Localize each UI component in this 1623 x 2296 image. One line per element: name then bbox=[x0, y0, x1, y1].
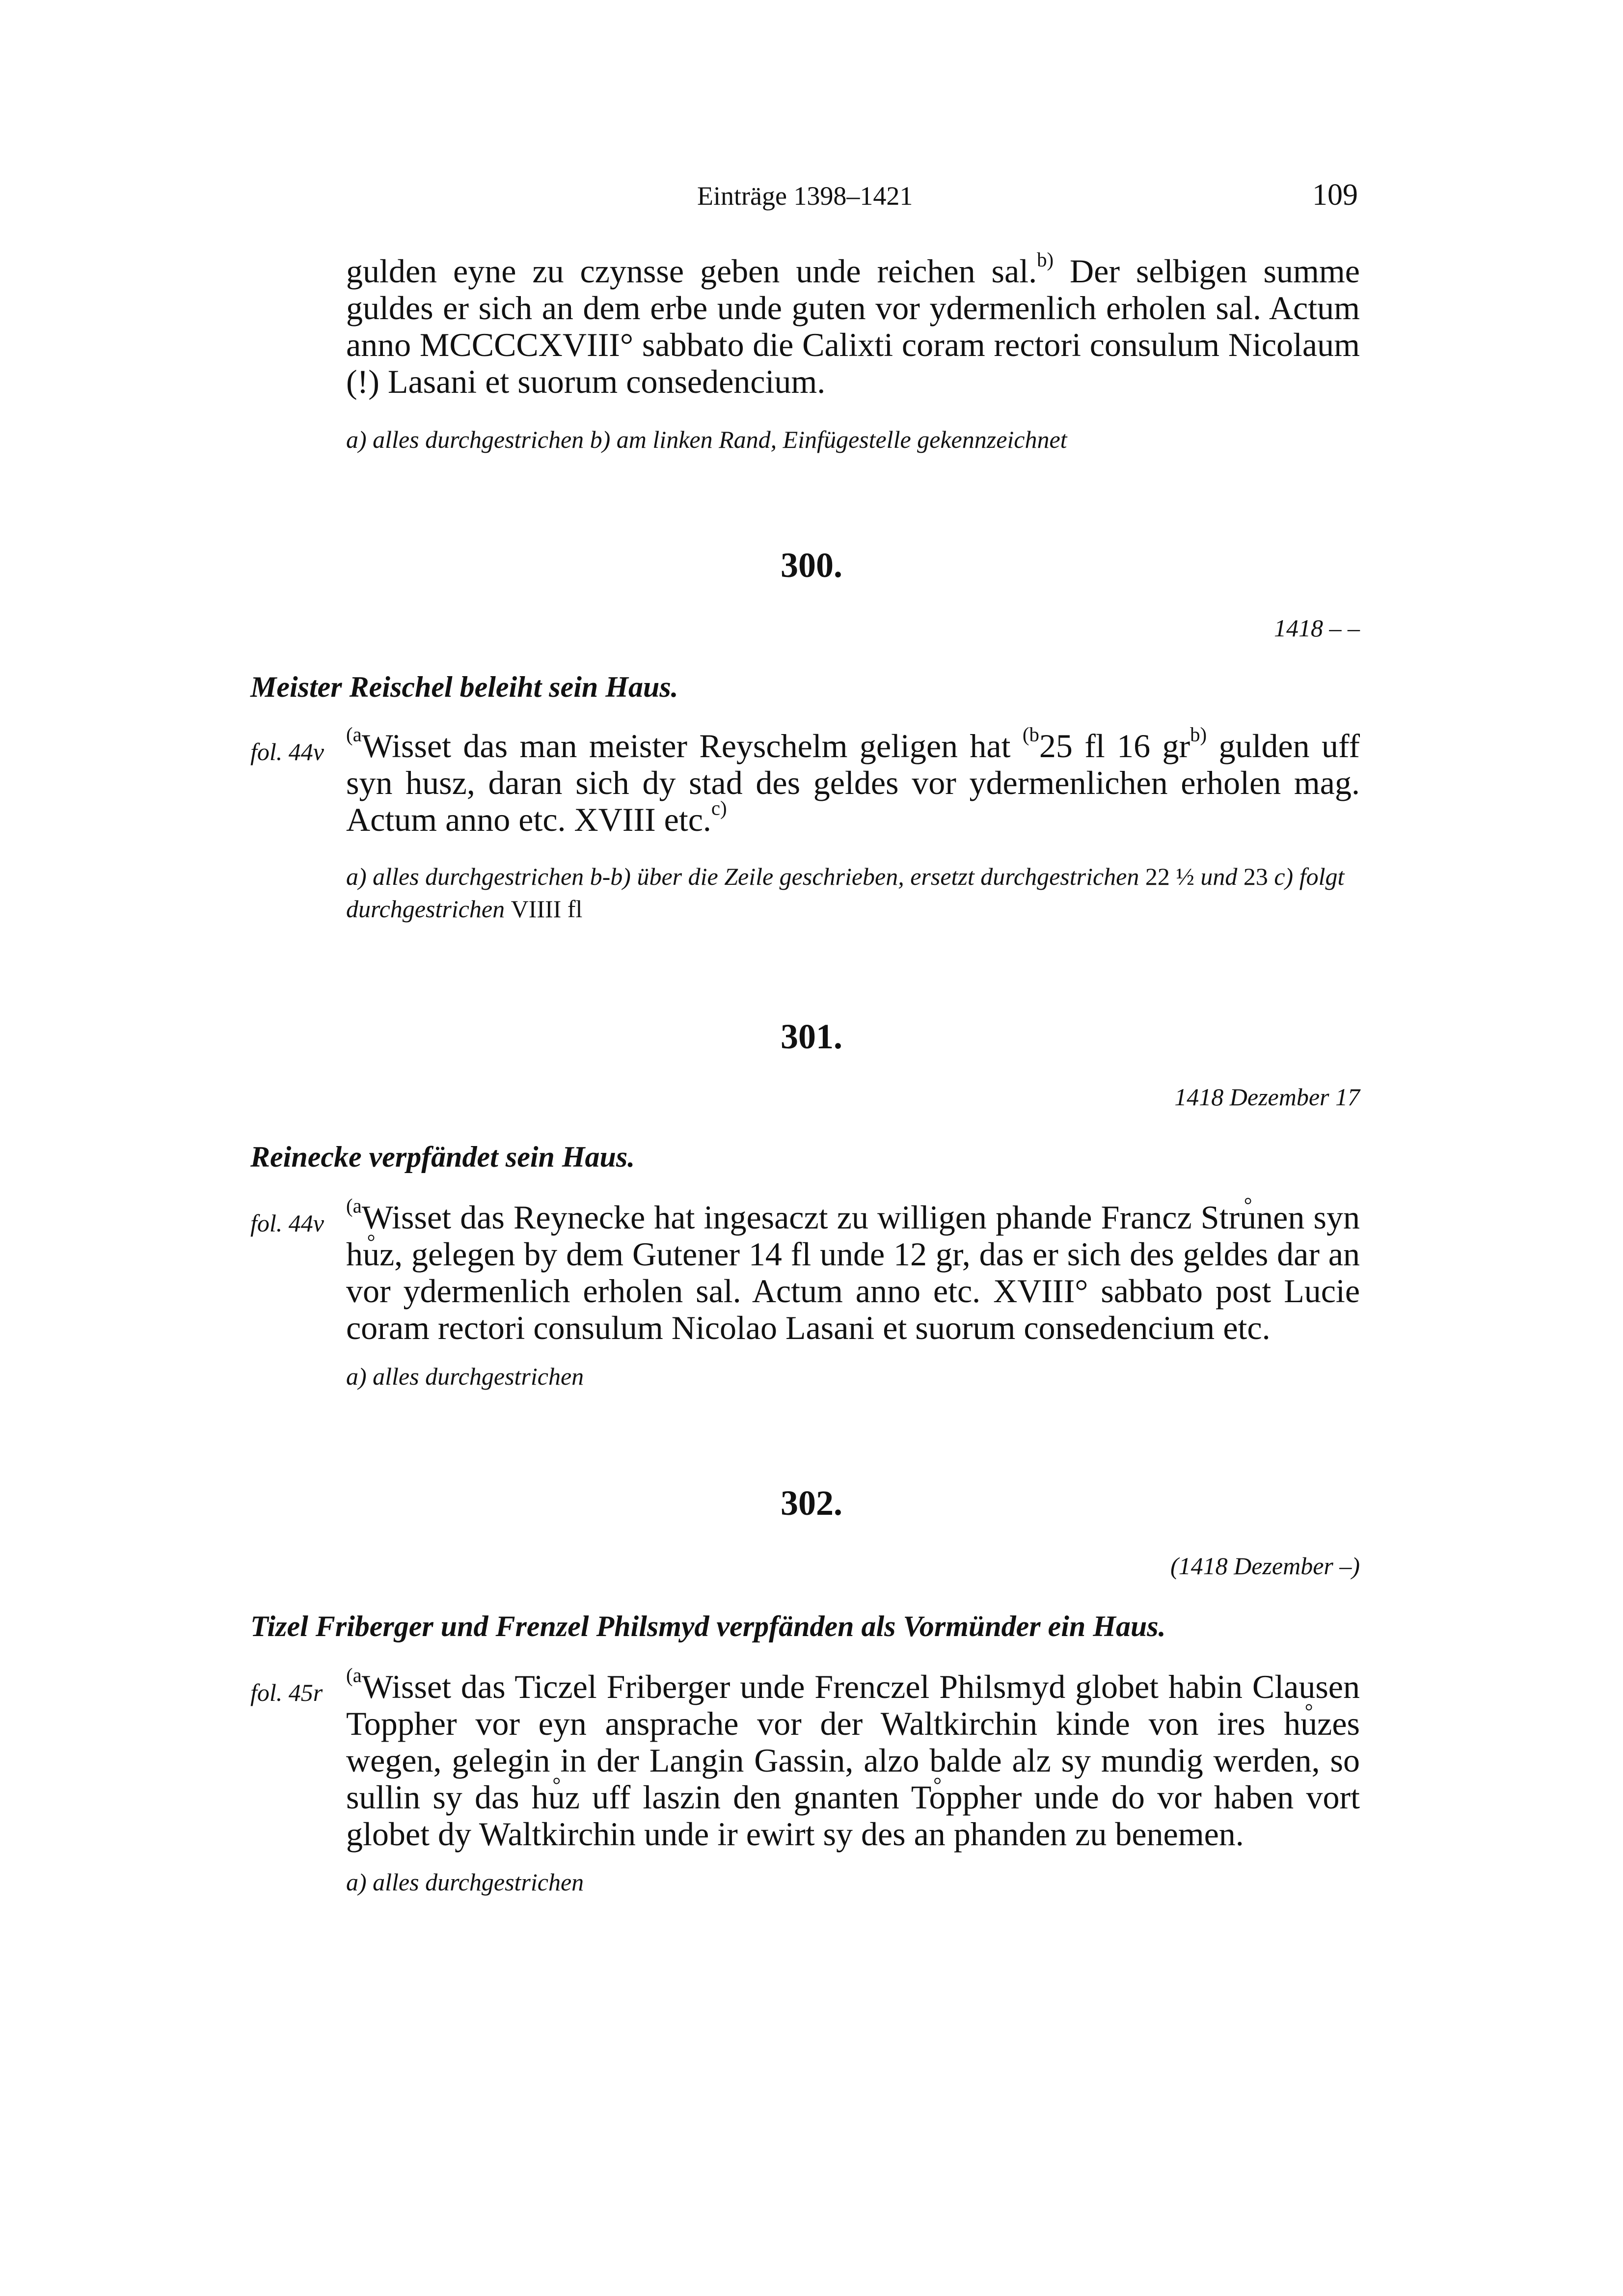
variant-marker: b) bbox=[1190, 723, 1207, 746]
footnote-300-a: a) alles durchgestrichen b-b) über die Zeile geschrieben, ersetzt durchgestrichen bbox=[346, 863, 1145, 890]
entry-text-301 bbox=[346, 1195, 1360, 1346]
ring-letter: u ° bbox=[363, 1235, 379, 1273]
footnote-300-f: VIIII fl bbox=[511, 895, 583, 923]
ring-letter: u ° bbox=[1240, 1199, 1256, 1236]
ring-letter: u ° bbox=[1300, 1705, 1317, 1742]
entry-title-301: Reinecke verpfändet sein Haus. bbox=[250, 1141, 635, 1173]
entry-text-301-c: z, gelegen by dem Gutener 14 fl unde 12 gr, das er sich des geldes dar an vor ydermenlich erholen sal. Actum anno etc. XVIII° sabbato post Lucie coram rectori consulum Nicolao Lasani et suorum consedencium etc. bbox=[346, 1235, 1360, 1346]
intro-footnote: a) alles durchgestrichen b) am linken Rand, Einfügestelle gekennzeichnet bbox=[346, 426, 1067, 453]
ring-letter: u ° bbox=[548, 1778, 565, 1816]
running-head: Einträge 1398–1421 bbox=[697, 181, 913, 211]
footnote-301: a) alles durchgestrichen bbox=[346, 1363, 584, 1390]
footnote-300-b: 22 ½ bbox=[1145, 863, 1194, 890]
variant-marker: (a bbox=[346, 723, 362, 746]
entry-text-300-b: 25 fl 16 gr bbox=[1039, 727, 1190, 765]
entry-number-301: 301. bbox=[781, 1017, 842, 1056]
footnote-ref: b) bbox=[1037, 248, 1054, 271]
entry-date-302: (1418 Dezember –) bbox=[1170, 1552, 1360, 1580]
ring-letter: o ° bbox=[929, 1778, 946, 1816]
variant-marker: (a bbox=[346, 1195, 362, 1217]
intro-text-3: guldes er sich an dem erbe unde guten vor ydermenlich erholen sal. Actum anno MCCCCXVIII° sabbato die Calixti coram rectori consulum Nicolaum (!) Lasani et suorum consedencium. bbox=[346, 289, 1360, 400]
entry-title-300: Meister Reischel beleiht sein Haus. bbox=[250, 671, 678, 703]
entry-text-300 bbox=[346, 723, 1360, 838]
variant-marker: (a bbox=[346, 1664, 362, 1687]
entry-date-301: 1418 Dezember 17 bbox=[1174, 1083, 1360, 1111]
entry-number-300: 300. bbox=[781, 546, 842, 585]
entry-text-300-c: gulden uff syn husz, daran sich dy stad des geldes vor ydermenlichen erholen mag. Actum anno etc. XVIII etc. bbox=[346, 727, 1360, 838]
folio-302: fol. 45r bbox=[250, 1679, 323, 1706]
page-number: 109 bbox=[1312, 178, 1358, 212]
entry-text-302 bbox=[346, 1664, 1360, 1853]
intro-text-2: Der selbigen summe bbox=[1054, 252, 1360, 290]
footnote-300-e: c) folgt durchgestrichen bbox=[346, 863, 1345, 923]
entry-text-302-d: ppher unde do vor haben vort globet dy Waltkirchin unde ir ewirt sy des an phanden zu benemen. bbox=[346, 1778, 1360, 1853]
entry-date-300: 1418 – – bbox=[1274, 614, 1360, 642]
entry-text-302-c: z uff laszin den gnanten T bbox=[565, 1778, 929, 1816]
footnote-300-c: und bbox=[1194, 863, 1244, 890]
entry-text-302-b: zes wegen, gelegin in der Langin Gassin, alzo balde alz sy mundig werden, so sullin sy das h bbox=[346, 1705, 1360, 1816]
entry-text-301-a: Wisset das Reynecke hat ingesaczt zu willigen phande Francz Str bbox=[361, 1199, 1240, 1236]
footnote-ref: c) bbox=[711, 797, 727, 820]
folio-300: fol. 44v bbox=[250, 738, 324, 765]
footnote-300 bbox=[346, 860, 1360, 925]
variant-marker: (b bbox=[1022, 723, 1039, 746]
entry-text-301-b: nen syn h bbox=[346, 1199, 1360, 1273]
folio-301: fol. 44v bbox=[250, 1209, 324, 1237]
entry-text-300-a: Wisset das man meister Reyschelm geligen hat bbox=[361, 727, 1023, 765]
intro-paragraph bbox=[346, 248, 1360, 400]
footnote-302: a) alles durchgestrichen bbox=[346, 1868, 584, 1896]
entry-number-302: 302. bbox=[781, 1483, 842, 1523]
footnote-300-d: 23 bbox=[1243, 863, 1268, 890]
entry-text-302-a: Wisset das Ticzel Friberger unde Frenczel Philsmyd globet habin Clausen Toppher vor eyn ansprache vor der Waltkirchin kinde von ires h bbox=[346, 1668, 1360, 1742]
intro-text-1: gulden eyne zu czynsse geben unde reichen sal. bbox=[346, 252, 1037, 290]
entry-title-302: Tizel Friberger und Frenzel Philsmyd verpfänden als Vormünder ein Haus. bbox=[250, 1610, 1166, 1642]
